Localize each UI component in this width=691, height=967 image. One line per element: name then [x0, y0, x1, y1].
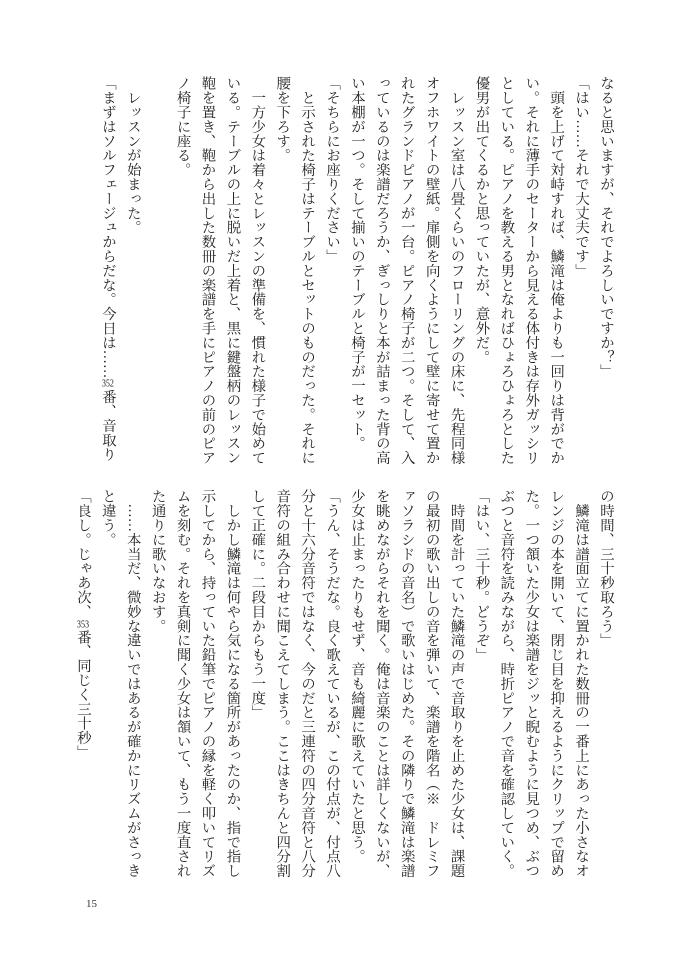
- text-line: の最初の歌い出しの音を弾いて、楽譜を階名（※ ドレミフ: [423, 489, 440, 878]
- text-line: ァソラシドの音名）で歌いはじめた。その隣りで鱗滝は楽譜: [398, 489, 415, 878]
- text-line: の時間、三十秒取ろう」: [598, 489, 614, 648]
- text-line: 少女は止まったりもせず、音も綺麗に歌えていたと思う。: [348, 489, 365, 864]
- number: 353: [76, 618, 90, 630]
- text-line: 時間を計っていた鱗滝の声で音取りを止めた少女は、課題: [448, 489, 465, 878]
- text-line: 「はい、三十秒。どうぞ」: [473, 489, 490, 662]
- text-line: 鱗滝は譜面立てに置かれた数冊の一番上にあった小さなオ: [573, 489, 590, 878]
- text-line: い。それに薄手のセーターから見える体付きは存外ガッシリ: [523, 76, 540, 465]
- text-line: オフホワイトの壁紙。扉側を向くようにして壁に寄せて置か: [423, 76, 440, 465]
- text-line: 一方少女は着々とレッスンの準備を、慣れた様子で始めて: [249, 76, 266, 465]
- text-line: 「うん、そうだな。良く歌えているが、この付点が、付点八: [324, 489, 341, 878]
- text-line: いる。テーブルの上に脱いだ上着と、黒に鍵盤柄のレッスン: [224, 76, 241, 465]
- text-line: レッスンが始まった。: [124, 76, 141, 235]
- text-line: 「はい……それで大丈夫です」: [573, 76, 590, 278]
- text-line: ノ椅子に座る。: [174, 76, 191, 177]
- text-line: ぶつと音符を読みながら、時折ピアノで音を確認していく。: [498, 489, 515, 878]
- text-line: い本棚が一つ。そして揃いのテーブルと椅子が一セット。: [348, 76, 365, 451]
- text-line: と示された椅子はテーブルとセットのものだった。それに: [299, 76, 316, 465]
- text-line: 頭を上げて対峙すれば、鱗滝は俺よりも一回りは背がでか: [548, 76, 565, 465]
- text-line: れたグランドピアノが一台。ピアノ椅子が二つ。そして、入: [398, 76, 415, 465]
- text-line: して正確に。二段目からもう一度」: [249, 489, 266, 720]
- text-line: としている。ピアノを教える男となればひょろひょろとした: [498, 76, 515, 465]
- text-line: 腰を下ろす。: [274, 76, 291, 163]
- text-line: 示してから、持っていた鉛筆でピアノの縁を軽く叩いてリズ: [199, 489, 216, 878]
- text-line: 「そちらにお座りください」: [324, 76, 341, 264]
- text-line: た通りに歌いなおす。: [149, 489, 166, 633]
- text-line: 「まずはソルフェージュからだな。今日は……352番、音取り: [99, 76, 116, 462]
- text-line: た。一つ頷いた少女は楽譜をジッと睨むように見つめ、ぶつ: [523, 489, 540, 878]
- text-line: レッスン室は八畳くらいのフローリングの床に、先程同様: [448, 76, 465, 465]
- text-line: なると思いますが、それでよろしいですか？」: [598, 76, 614, 379]
- text-line: 「良し。じゃあ次、353番、同じく三十秒」: [74, 489, 91, 760]
- number: 352: [101, 378, 114, 390]
- text-line: と違う。: [99, 489, 116, 547]
- text-line: [145, 76, 170, 476]
- text-line: っているのは楽譜だろうか、ぎっしりと本が詰まった背の高: [373, 76, 390, 465]
- text-line: 音符の組み合わせに聞こえてしまう。ここはきちんと四分割: [274, 489, 291, 878]
- lower-text-block: [70, 489, 618, 889]
- text-line: 鞄を置き、鞄から出した数冊の楽譜を手にピアノの前のピア: [199, 76, 216, 465]
- text-line: しかし鱗滝は何やら気になる箇所があったのか、指で指し: [224, 489, 241, 878]
- text-line: レンジの本を開いて、閉じ目を抑えるようにクリップで留め: [548, 489, 565, 878]
- text-line: を眺めながらそれを聞く。俺は音楽のことは詳しくないが、: [373, 489, 390, 878]
- page-number: 15: [86, 898, 97, 910]
- text-line: 分と十六分音符ではなく、今のだと三連符の四分音符と八分: [299, 489, 316, 878]
- upper-text-block: [95, 76, 618, 476]
- text-line: ムを刻む。それを真剣に聞く少女は頷いて、もう一度直され: [174, 489, 191, 878]
- text-line: ……本当だ、微妙な違いではあるが確かにリズムがさっき: [124, 489, 141, 878]
- text-line: 優男が出てくるかと思っていたが、意外だ。: [473, 76, 490, 364]
